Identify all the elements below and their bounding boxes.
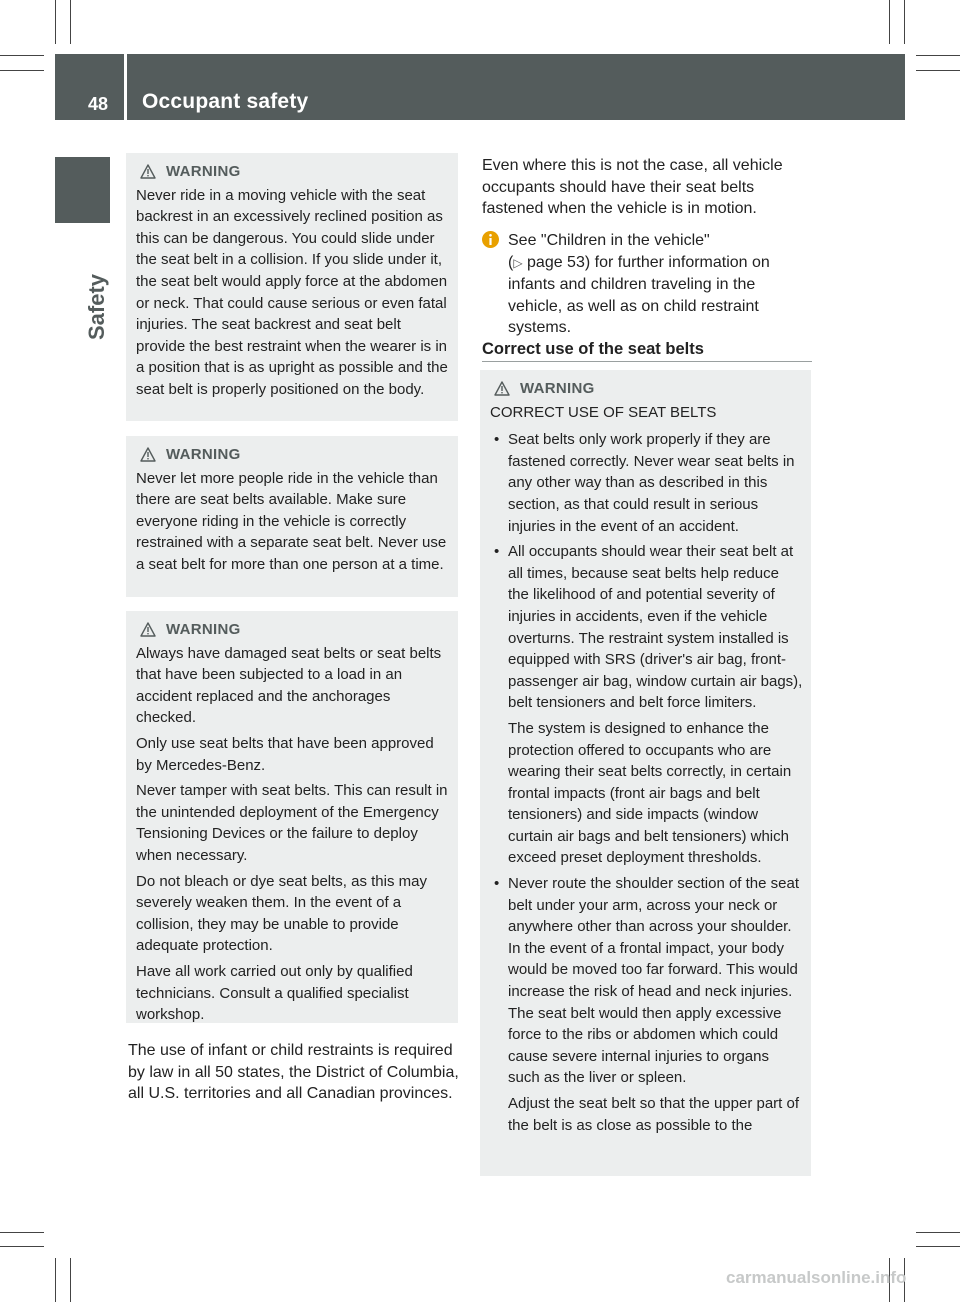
bullet-paragraph: • All occupants should wear their seat belt at all times, because seat belts help reduce the likelihood of and potential severity of injuries in accidents, even if the vehicle overturns. The restraint system installed is equipped with SRS (driver's air bag, front-passenger air bag, window curtain air bags), belt tensioners and belt force limiters. xyxy=(508,543,803,712)
chapter-tab xyxy=(55,157,110,223)
crop-mark xyxy=(916,70,960,71)
crop-mark xyxy=(70,0,71,44)
bullet-paragraph: Adjust the seat belt so that the upper part of the belt is as close as possible to the xyxy=(508,1095,800,1134)
list-item xyxy=(490,873,803,1136)
crop-mark xyxy=(55,0,56,44)
warning-box xyxy=(126,611,458,1023)
info-line-2: (▷ page 53) for further information on infants and children traveling in the vehicle, as well as on child restraint systems. xyxy=(508,253,770,337)
chapter-label-text: Safety xyxy=(84,273,109,340)
heading-rule xyxy=(482,361,812,362)
warning-triangle-icon xyxy=(140,622,156,637)
watermark: carmanualsonline.info xyxy=(726,1268,907,1287)
crop-mark xyxy=(916,55,960,56)
bullet-paragraph: • Seat belts only work properly if they are fastened correctly. Never wear seat belts in any other way than as described in this section, as that could result in serious injuries in the event of an accident. xyxy=(508,431,795,535)
warning-paragraph: Only use seat belts that have been approved by Mercedes-Benz. xyxy=(136,734,434,774)
header-divider xyxy=(124,54,127,120)
section-heading: Correct use of the seat belts xyxy=(482,340,704,358)
warning-box xyxy=(480,370,811,1176)
crop-mark xyxy=(0,1246,44,1247)
warning-box xyxy=(126,436,458,597)
page-ref-arrow-icon: ▷ xyxy=(513,255,523,270)
bullet-paragraph: • Never route the shoulder section of the seat belt under your arm, across your neck or anywhere other than across your shoulder. In the event of a frontal impact, your body would be moved too far forward. This would increase the risk of head and neck injuries. The seat belt would then apply excessive force to the ribs or abdomen which could cause severe internal injuries to organs such as the liver or spleen. xyxy=(508,875,800,1087)
warning-triangle-icon xyxy=(494,381,510,396)
warning-title: WARNING xyxy=(520,380,595,397)
crop-mark xyxy=(0,1232,44,1233)
info-line-1: See "Children in the vehicle" xyxy=(508,232,710,249)
chapter-label xyxy=(84,240,124,360)
crop-mark xyxy=(916,1246,960,1247)
section-title: Occupant safety xyxy=(142,90,309,113)
warning-subtitle: CORRECT USE OF SEAT BELTS xyxy=(490,403,717,421)
page-number: 48 xyxy=(88,94,109,114)
closing-paragraph: The use of infant or child restraints is required by law in all 50 states, the District of Columbia, all U.S. territories and all Canadian provinces. xyxy=(128,1042,459,1103)
warning-box xyxy=(126,153,458,421)
warning-triangle-icon xyxy=(140,164,156,179)
warning-paragraph: Never tamper with seat belts. This can result in the unintended deployment of the Emergency Tensioning Devices or the failure to deploy when necessary. xyxy=(136,782,448,864)
warning-header xyxy=(136,161,450,183)
info-note xyxy=(482,230,812,339)
crop-mark xyxy=(55,1258,56,1302)
crop-mark xyxy=(70,1258,71,1302)
warning-title: WARNING xyxy=(166,446,241,463)
warning-header xyxy=(490,378,803,400)
info-icon xyxy=(482,231,499,248)
list-item xyxy=(490,429,803,537)
crop-mark xyxy=(0,55,44,56)
warning-title: WARNING xyxy=(166,163,241,180)
warning-header xyxy=(136,619,450,641)
bullet-paragraph: The system is designed to enhance the protection offered to occupants who are wearing their seat belts correctly, in certain frontal impacts (front air bags and belt tensioners) and side impacts (window curtain air bags and belt tensioners) which exceed preset deployment thresholds. xyxy=(508,719,792,867)
warning-title: WARNING xyxy=(166,621,241,638)
warning-triangle-icon xyxy=(140,447,156,462)
list-item xyxy=(490,541,803,869)
crop-mark xyxy=(904,0,905,44)
warning-bullet-list xyxy=(490,429,803,1136)
warning-paragraph: Always have damaged seat belts or seat belts that have been subjected to a load in an accident replaced and the anchorages checked. xyxy=(136,644,442,727)
crop-mark xyxy=(0,70,44,71)
warning-header xyxy=(136,444,450,466)
warning-paragraph: Have all work carried out only by qualified technicians. Consult a qualified specialist workshop. xyxy=(136,962,413,1024)
warning-paragraph: Never ride in a moving vehicle with the seat backrest in an excessively reclined position as this can be dangerous. You could slide under the seat belt in a collision. If you slide under it, the seat belt would apply force at the abdomen or neck. That could cause serious or even fatal injuries. The seat backrest and seat belt provide the best restraint when the wearer is in a position that is as upright as possible and the seat belt is properly positioned on the body. xyxy=(136,186,448,398)
crop-mark xyxy=(889,0,890,44)
warning-paragraph: Never let more people ride in the vehicle than there are seat belts available. Make sure everyone riding in the vehicle is correctly restrained with a separate seat belt. Never use a seat belt for more than one person at a time. xyxy=(136,469,447,573)
info-line-2-text: page 53) for further information on infants and children traveling in the vehicle, as well as on child restraint systems. xyxy=(508,253,770,337)
intro-paragraph: Even where this is not the case, all vehicle occupants should have their seat belts fastened when the vehicle is in motion. xyxy=(482,157,783,218)
warning-paragraph: Do not bleach or dye seat belts, as this may severely weaken them. In the event of a collision, they may be unable to provide adequate protection. xyxy=(136,872,427,955)
crop-mark xyxy=(916,1232,960,1233)
